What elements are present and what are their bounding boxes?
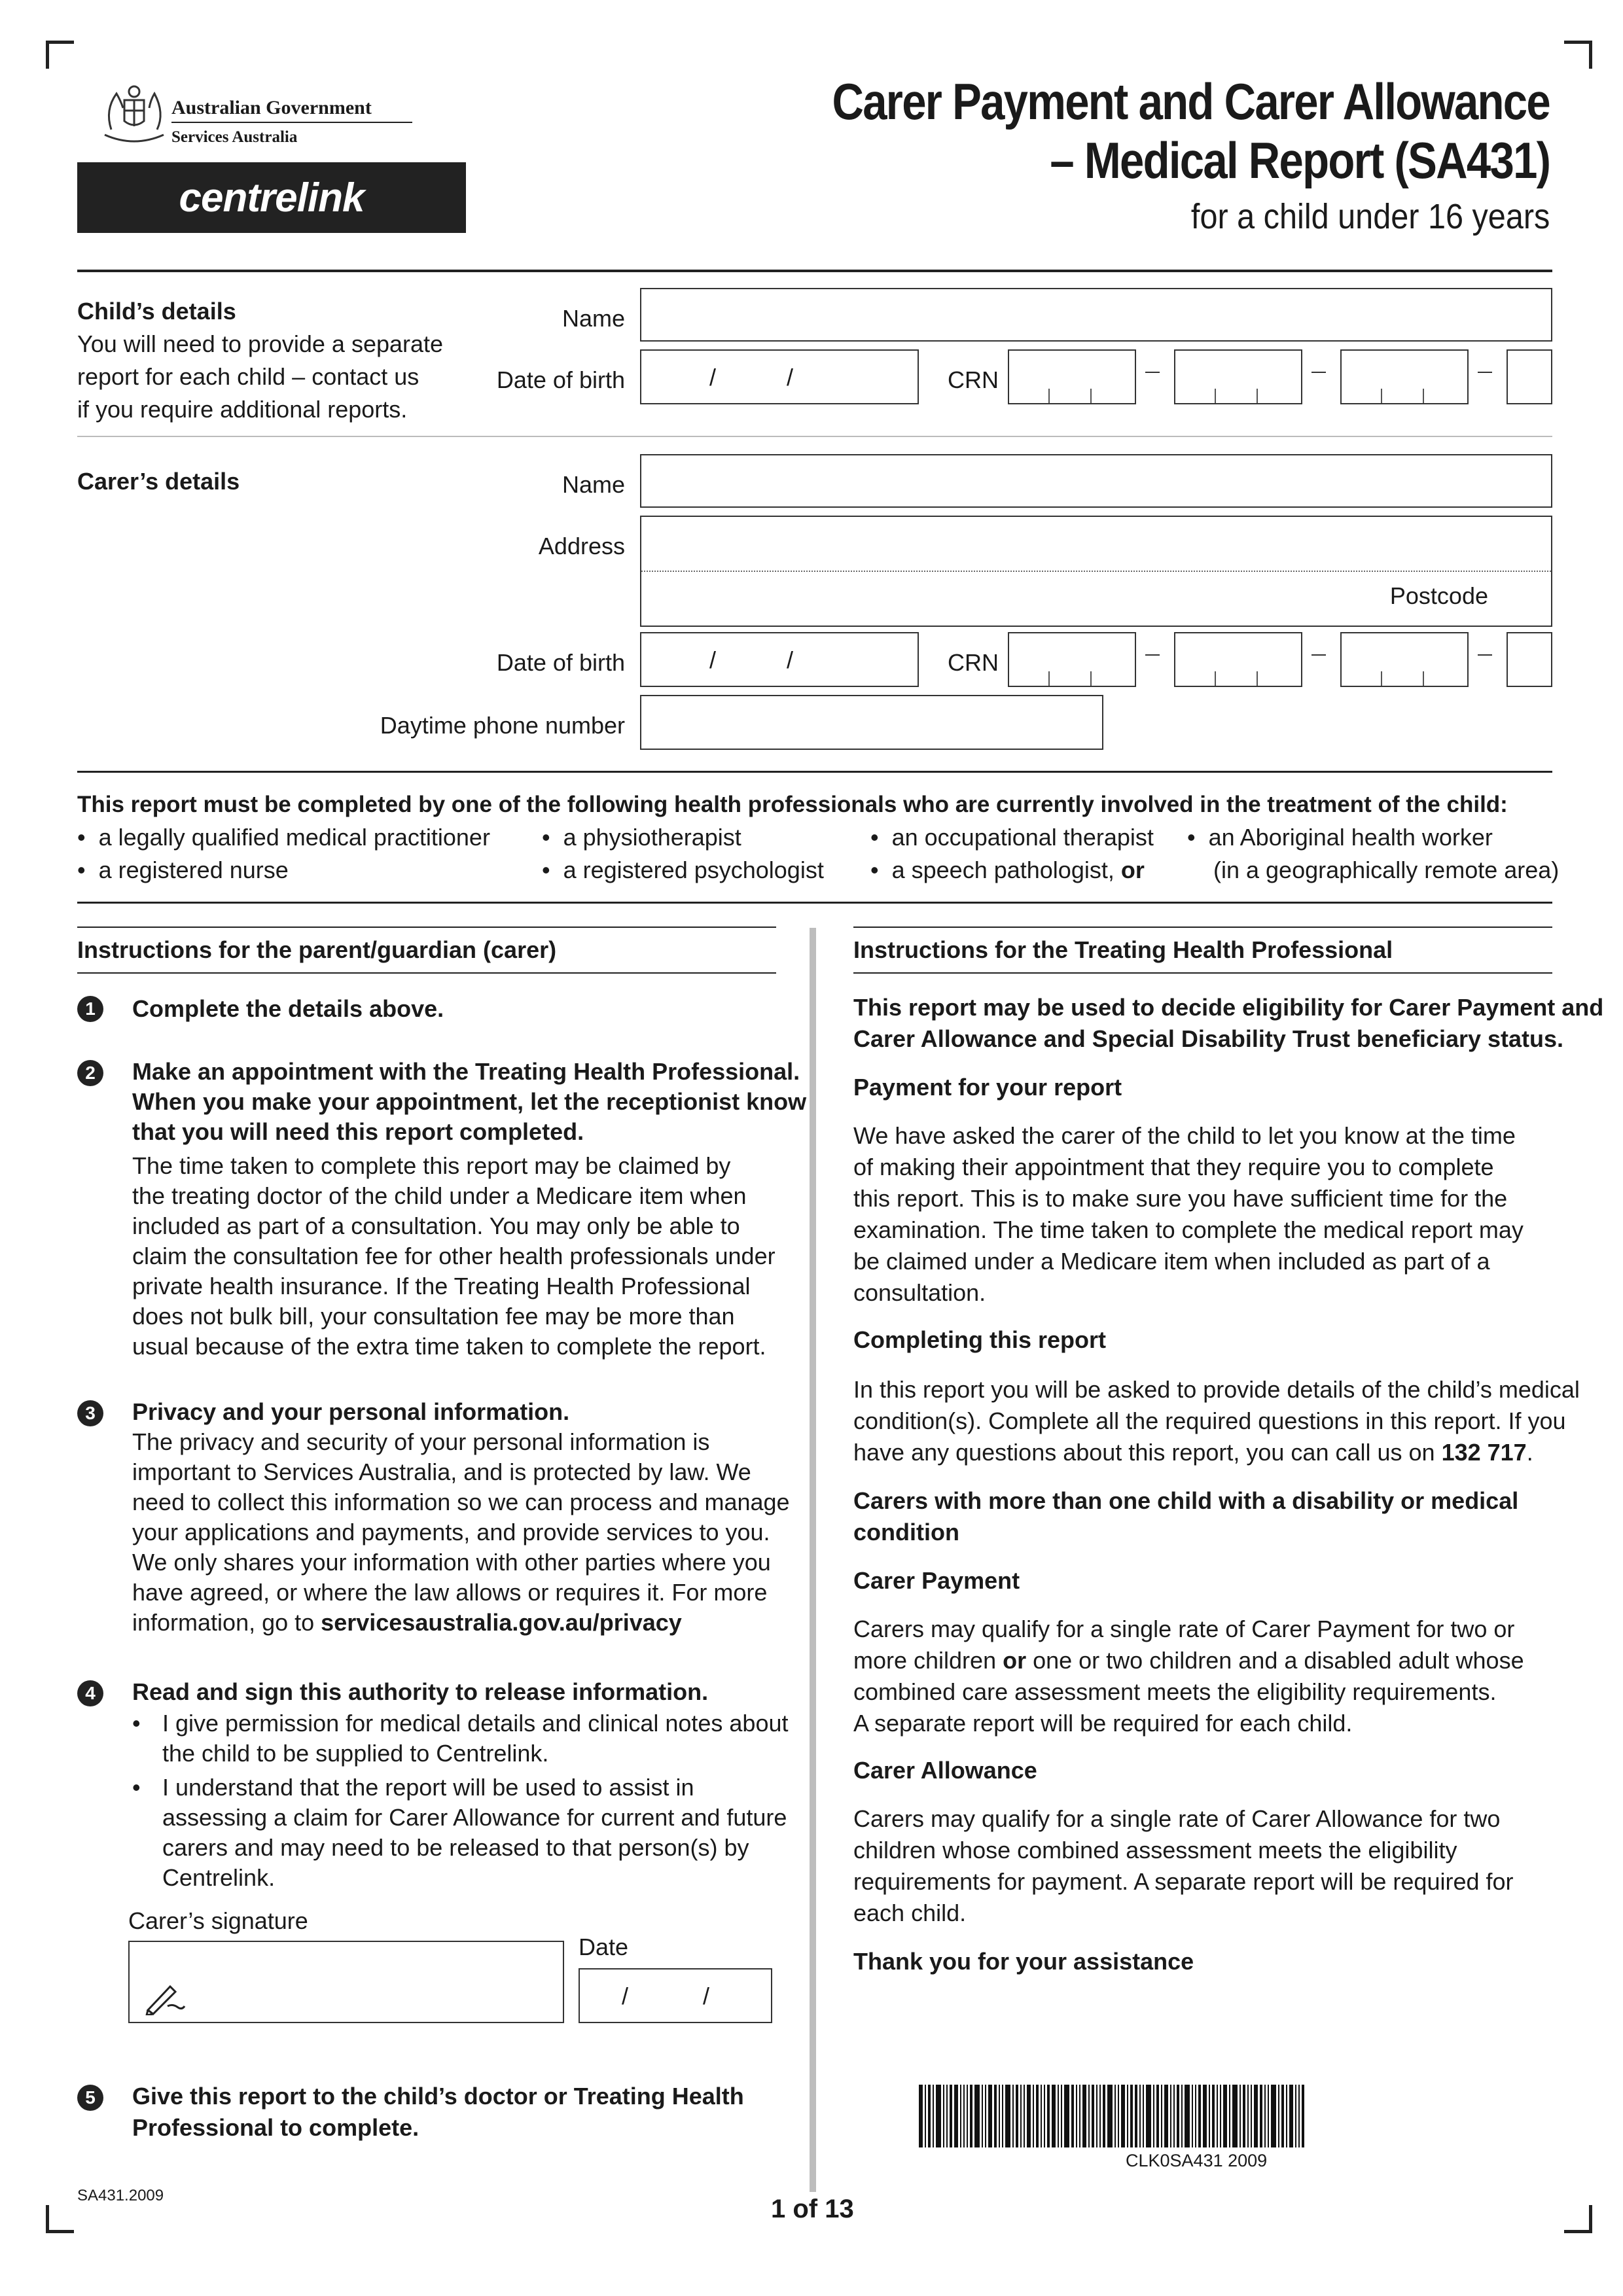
barcode: [919, 2085, 1306, 2147]
child-details-note-2: report for each child – contact us: [77, 363, 419, 390]
step5-title-1: Give this report to the child’s doctor or Treating Health: [132, 2083, 744, 2110]
centrelink-logo: centrelink: [77, 162, 466, 233]
professional-item: • a speech pathologist, or: [870, 857, 1145, 883]
crn-segment[interactable]: [1174, 349, 1302, 404]
signature-date-input[interactable]: [579, 1968, 772, 2023]
carer-dob-input[interactable]: [640, 632, 919, 687]
signature-field[interactable]: [128, 1941, 564, 2023]
intro-line: Carer Allowance and Special Disability Trust beneficiary status.: [853, 1025, 1564, 1052]
crn-segment[interactable]: [1174, 632, 1302, 687]
step2-body: The time taken to complete this report may be claimed by: [132, 1152, 731, 1179]
step3-body: have agreed, or where the law allows or requires it. For more: [132, 1579, 768, 1606]
crn-segment[interactable]: [1340, 349, 1469, 404]
agency-name: Services Australia: [171, 128, 298, 146]
step2-body: included as part of a consultation. You may only be able to: [132, 1212, 740, 1239]
child-dob-label: Date of birth: [496, 366, 625, 393]
completing-body-last: have any questions about this report, you can call us on 132 717.: [853, 1439, 1533, 1466]
intro-line: This report may be used to decide eligibility for Carer Payment and: [853, 994, 1604, 1021]
date-sep: /: [709, 646, 717, 673]
crn-segment[interactable]: [1008, 632, 1136, 687]
crn-dash: [1478, 654, 1492, 656]
gov-divider: [171, 122, 412, 123]
barcode-text: CLK0SA431 2009: [1126, 2151, 1268, 2170]
step3-body: important to Services Australia, and is protected by law. We: [132, 1458, 751, 1485]
step4-bullet-text: the child to be supplied to Centrelink.: [162, 1740, 549, 1767]
step2-body: usual because of the extra time taken to complete the report.: [132, 1333, 766, 1360]
crop-mark-bottom-left: [46, 2205, 74, 2233]
step4-bullet-text: carers and may need to be released to that person(s) by: [162, 1834, 749, 1861]
carer-allowance-body: children whose combined assessment meets the eligibility: [853, 1837, 1457, 1863]
postcode-label: Postcode: [1389, 582, 1488, 609]
step3-title: Privacy and your personal information.: [132, 1398, 570, 1425]
carer-name-label: Name: [562, 471, 625, 498]
section-rule: [77, 902, 1552, 904]
professional-item-note: (in a geographically remote area): [1213, 857, 1560, 883]
carer-details-heading: Carer’s details: [77, 468, 240, 495]
child-dob-input[interactable]: [640, 349, 919, 404]
step4-bullet: •: [132, 1710, 141, 1737]
crn-segment[interactable]: [1340, 632, 1469, 687]
step2-body: claim the consultation fee for other health professionals under: [132, 1243, 776, 1269]
professional-item: • an Aboriginal health worker: [1187, 824, 1493, 851]
child-crn-label: CRN: [948, 366, 999, 393]
child-name-label: Name: [562, 305, 625, 332]
step-number: 2: [77, 1060, 103, 1086]
child-details-note-3: if you require additional reports.: [77, 396, 408, 423]
step2-body: private health insurance. If the Treating Health Professional: [132, 1273, 751, 1299]
section-rule: [77, 771, 1552, 773]
step2-body: does not bulk bill, your consultation fee may be more than: [132, 1303, 735, 1330]
carer-crn-label: CRN: [948, 649, 999, 676]
step3-body: The privacy and security of your personal information is: [132, 1428, 710, 1455]
crn-dash: [1311, 654, 1326, 656]
carer-allowance-body: requirements for payment. A separate report will be required for: [853, 1868, 1514, 1895]
professional-item: • a registered psychologist: [542, 857, 824, 883]
professional-item: • a registered nurse: [77, 857, 289, 883]
professionals-intro: This report must be completed by one of the following health professionals who are currently involved in the treatment of the child:: [77, 792, 1508, 817]
column-divider: [810, 928, 816, 2192]
completing-body: In this report you will be asked to provide details of the child’s medical: [853, 1376, 1580, 1403]
payment-body: this report. This is to make sure you have sufficient time for the: [853, 1185, 1508, 1212]
carer-payment-heading: Carer Payment: [853, 1567, 1020, 1594]
child-details-note-1: You will need to provide a separate: [77, 330, 444, 357]
section-divider: [77, 436, 1552, 437]
payment-body: We have asked the carer of the child to let you know at the time: [853, 1122, 1516, 1149]
step4-bullet-text: I understand that the report will be used to assist in: [162, 1774, 694, 1801]
step3-body-last: information, go to servicesaustralia.gov.au/privacy: [132, 1609, 682, 1636]
phone-number: 132 717: [1441, 1439, 1527, 1466]
step2-title-2: When you make your appointment, let the receptionist know: [132, 1088, 807, 1115]
completing-body: condition(s). Complete all the required questions in this report. If you: [853, 1407, 1566, 1434]
step4-bullet-text: I give permission for medical details and clinical notes about: [162, 1710, 789, 1737]
carer-address-label: Address: [538, 533, 625, 559]
carer-phone-label: Daytime phone number: [380, 712, 625, 739]
child-details-heading: Child’s details: [77, 298, 236, 325]
step1-title: Complete the details above.: [132, 995, 444, 1022]
page-title-line2: – Medical Report (SA431): [1050, 132, 1550, 189]
parent-instructions-heading: Instructions for the parent/guardian (carer): [77, 936, 557, 963]
crn-dash: [1311, 372, 1326, 373]
date-sep: /: [703, 1983, 710, 2009]
step-number: 3: [77, 1400, 103, 1426]
step2-body: the treating doctor of the child under a Medicare item when: [132, 1182, 747, 1209]
carer-allowance-body: Carers may qualify for a single rate of Carer Allowance for two: [853, 1805, 1501, 1832]
crn-check-digit[interactable]: [1507, 632, 1552, 687]
date-sep: /: [787, 364, 794, 391]
step4-bullet-text: Centrelink.: [162, 1864, 276, 1891]
multi-child-heading: condition: [853, 1519, 959, 1545]
header-rule: [77, 270, 1552, 272]
carer-payment-body: Carers may qualify for a single rate of Carer Payment for two or: [853, 1616, 1515, 1642]
date-sep: /: [787, 646, 794, 673]
crop-mark-top-left: [46, 41, 74, 69]
coat-of-arms-icon: [98, 77, 170, 149]
step2-title-3: that you will need this report completed.: [132, 1118, 584, 1145]
crn-dash: [1145, 654, 1160, 656]
payment-body: be claimed under a Medicare item when included as part of a: [853, 1248, 1490, 1275]
professional-item: • an occupational therapist: [870, 824, 1154, 851]
step-number: 5: [77, 2085, 103, 2111]
carer-dob-label: Date of birth: [496, 649, 625, 676]
step4-bullet-text: assessing a claim for Carer Allowance for current and future: [162, 1804, 787, 1831]
payment-body: examination. The time taken to complete the medical report may: [853, 1216, 1524, 1243]
privacy-link[interactable]: servicesaustralia.gov.au/privacy: [321, 1609, 682, 1636]
carer-payment-body: combined care assessment meets the eligibility requirements.: [853, 1678, 1497, 1705]
page-subtitle: for a child under 16 years: [1190, 197, 1550, 236]
crop-mark-bottom-right: [1564, 2205, 1592, 2233]
multi-child-heading: Carers with more than one child with a disability or medical: [853, 1487, 1519, 1514]
carer-name-input[interactable]: [640, 454, 1552, 508]
carer-phone-input[interactable]: [640, 695, 1103, 750]
carer-payment-body: more children or one or two children and a disabled adult whose: [853, 1647, 1524, 1674]
step4-title: Read and sign this authority to release information.: [132, 1678, 709, 1705]
crn-dash: [1145, 372, 1160, 373]
step3-body: We only shares your information with other parties where you: [132, 1549, 771, 1576]
step-number: 4: [77, 1680, 103, 1706]
carer-allowance-body: each child.: [853, 1899, 967, 1926]
professional-instructions-heading: Instructions for the Treating Health Professional: [853, 936, 1393, 963]
crn-dash: [1478, 372, 1492, 373]
crop-mark-top-right: [1564, 41, 1592, 69]
date-label: Date: [579, 1934, 629, 1960]
child-name-input[interactable]: [640, 288, 1552, 342]
step3-body: need to collect this information so we can process and manage: [132, 1489, 790, 1515]
payment-body: of making their appointment that they require you to complete: [853, 1154, 1494, 1180]
payment-heading: Payment for your report: [853, 1074, 1122, 1101]
professional-item: • a legally qualified medical practitioner: [77, 824, 490, 851]
carer-address-input[interactable]: [640, 516, 1552, 627]
date-sep: /: [622, 1983, 629, 2009]
form-code: SA431.2009: [77, 2187, 164, 2204]
payment-body: consultation.: [853, 1279, 986, 1306]
carer-payment-body: A separate report will be required for each child.: [853, 1710, 1353, 1737]
page-title-line1: Carer Payment and Carer Allowance: [832, 73, 1550, 130]
step5-title-2: Professional to complete.: [132, 2114, 419, 2141]
carer-allowance-heading: Carer Allowance: [853, 1757, 1037, 1784]
page-number: 1 of 13: [771, 2195, 854, 2223]
thank-you: Thank you for your assistance: [853, 1948, 1194, 1975]
date-sep: /: [709, 364, 717, 391]
professional-item: • a physiotherapist: [542, 824, 741, 851]
gov-name: Australian Government: [171, 97, 372, 118]
step4-bullet: •: [132, 1774, 141, 1801]
completing-heading: Completing this report: [853, 1326, 1106, 1353]
crn-segment[interactable]: [1008, 349, 1136, 404]
pen-icon: [144, 1980, 186, 2015]
step-number: 1: [77, 996, 103, 1022]
crn-check-digit[interactable]: [1507, 349, 1552, 404]
signature-label: Carer’s signature: [128, 1907, 308, 1934]
step3-body: your applications and payments, and provide services to you.: [132, 1519, 770, 1545]
step2-title-1: Make an appointment with the Treating Health Professional.: [132, 1058, 800, 1085]
